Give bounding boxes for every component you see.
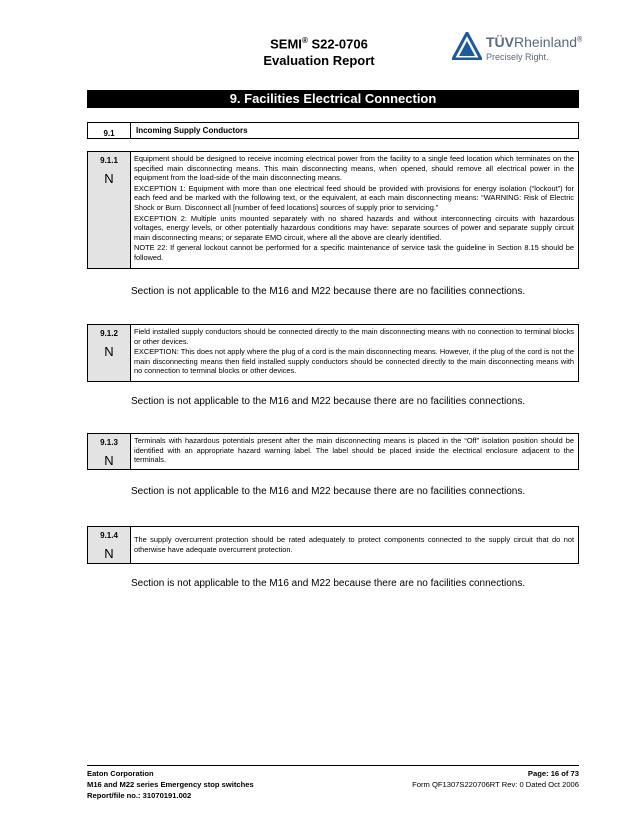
requirement-paragraph: The supply overcurrent protection should be rated adequately to protect components connected to the supply circuit that do not otherwise have adequate overcurrent protection. (134, 535, 574, 554)
applicability-remark: Section is not applicable to the M16 and M22 because there are no facilities connections. (131, 396, 526, 407)
subsection-title: Incoming Supply Conductors (136, 126, 248, 135)
subsection-number-cell (88, 123, 131, 138)
requirement-paragraph: NOTE 22: If general lockout cannot be performed for a specific maintenance of service task the guideline in Section 8.15 should be followed. (134, 243, 574, 262)
footer-product: M16 and M22 series Emergency stop switches (87, 780, 254, 789)
tuv-rheinland-logo (452, 28, 612, 70)
applicability-remark: Section is not applicable to the M16 and M22 because there are no facilities connections. (131, 286, 526, 297)
triangle-logo-icon (452, 32, 482, 60)
requirement-row (87, 324, 579, 382)
verdict-code: N (104, 453, 114, 468)
verdict-code: N (104, 344, 114, 359)
requirement-paragraph: EXCEPTION 2: Multiple units mounted separately with no shared hazards and without interconnecting circuits with hazardous voltages, energy levels, or other potentially hazardous conditions may have: separate sources of power and separate supply circuit main disconnecting means; or separate EMO circuit, where all the above are clearly identified. (134, 213, 574, 242)
clause-number: 9.1.3 (100, 438, 118, 447)
verdict-code: N (104, 546, 114, 561)
report-subtitle: Evaluation Report (263, 53, 375, 69)
applicability-remark: Section is not applicable to the M16 and M22 because there are no facilities connections. (131, 578, 526, 589)
requirement-paragraph: EXCEPTION: This does not apply where the plug of a cord is the main disconnecting means. However, if the plug of the cord is not the main disconnecting means then field installed supply conductors should be connected directly to the main disconnecting means with no connection to terminal blocks or other devices. (134, 347, 574, 376)
requirement-paragraph: Equipment should be designed to receive incoming electrical power from the facility to a single feed location which terminates on the specified main disconnecting means. This main disconnecting means, when opened, should remove all electrical power in the equipment from the load-side of the main disconnecting means. (134, 154, 574, 183)
requirement-paragraph: EXCEPTION 1: Equipment with more than one electrical feed should be provided with provisions for energy isolation (“lockout”) for each feed and be marked with the following text, or the equivalent, at each main disconnecting means: “WARNING: Risk of Electric Shock or Burn. Disconnect all [number of feed locations] sources of supply prior to servicing.” (134, 183, 574, 212)
clause-number: 9.1.1 (100, 156, 118, 165)
requirement-text (134, 535, 574, 555)
requirement-text (134, 154, 574, 264)
footer-form-id: Form QF1307S220706RT Rev: 0 Dated Oct 2006 (412, 780, 579, 789)
clause-number: 9.1.4 (100, 531, 118, 540)
footer-left (87, 768, 254, 801)
clause-number: 9.1.2 (100, 329, 118, 338)
subsection-number: 9.1 (103, 129, 115, 138)
clause-cell (88, 152, 131, 268)
footer-company: Eaton Corporation (87, 769, 154, 778)
requirement-paragraph: Terminals with hazardous potentials present after the main disconnecting means is placed in the “Off” isolation position should be identified with an appropriate hazard warning label. The label should be placed inside the electrical enclosure adjacent to the terminals. (134, 436, 574, 465)
footer-divider (87, 765, 579, 766)
logo-tagline: Precisely Right. (486, 52, 549, 62)
logo-wordmark: TÜVRheinland® (486, 34, 583, 50)
applicability-remark: Section is not applicable to the M16 and M22 because there are no facilities connections. (131, 486, 526, 497)
clause-cell (88, 527, 131, 563)
report-title: SEMI® S22-0706 Evaluation Report (0, 32, 638, 69)
requirement-paragraph: Field installed supply conductors should be connected directly to the main disconnecting means with no connection to terminal blocks or other devices. (134, 327, 574, 346)
requirement-row (87, 526, 579, 564)
requirement-text (134, 436, 574, 466)
footer-report-number: Report/file no.: 31070191.002 (87, 791, 192, 800)
subsection-row (87, 122, 579, 139)
requirement-row (87, 151, 579, 269)
clause-cell (88, 434, 131, 469)
footer-page-number: Page: 16 of 73 (527, 769, 579, 778)
footer-right (412, 768, 579, 790)
clause-cell (88, 325, 131, 381)
requirement-text (134, 327, 574, 377)
verdict-code: N (104, 171, 114, 186)
section-banner: 9. Facilities Electrical Connection (87, 90, 579, 108)
requirement-row (87, 433, 579, 470)
